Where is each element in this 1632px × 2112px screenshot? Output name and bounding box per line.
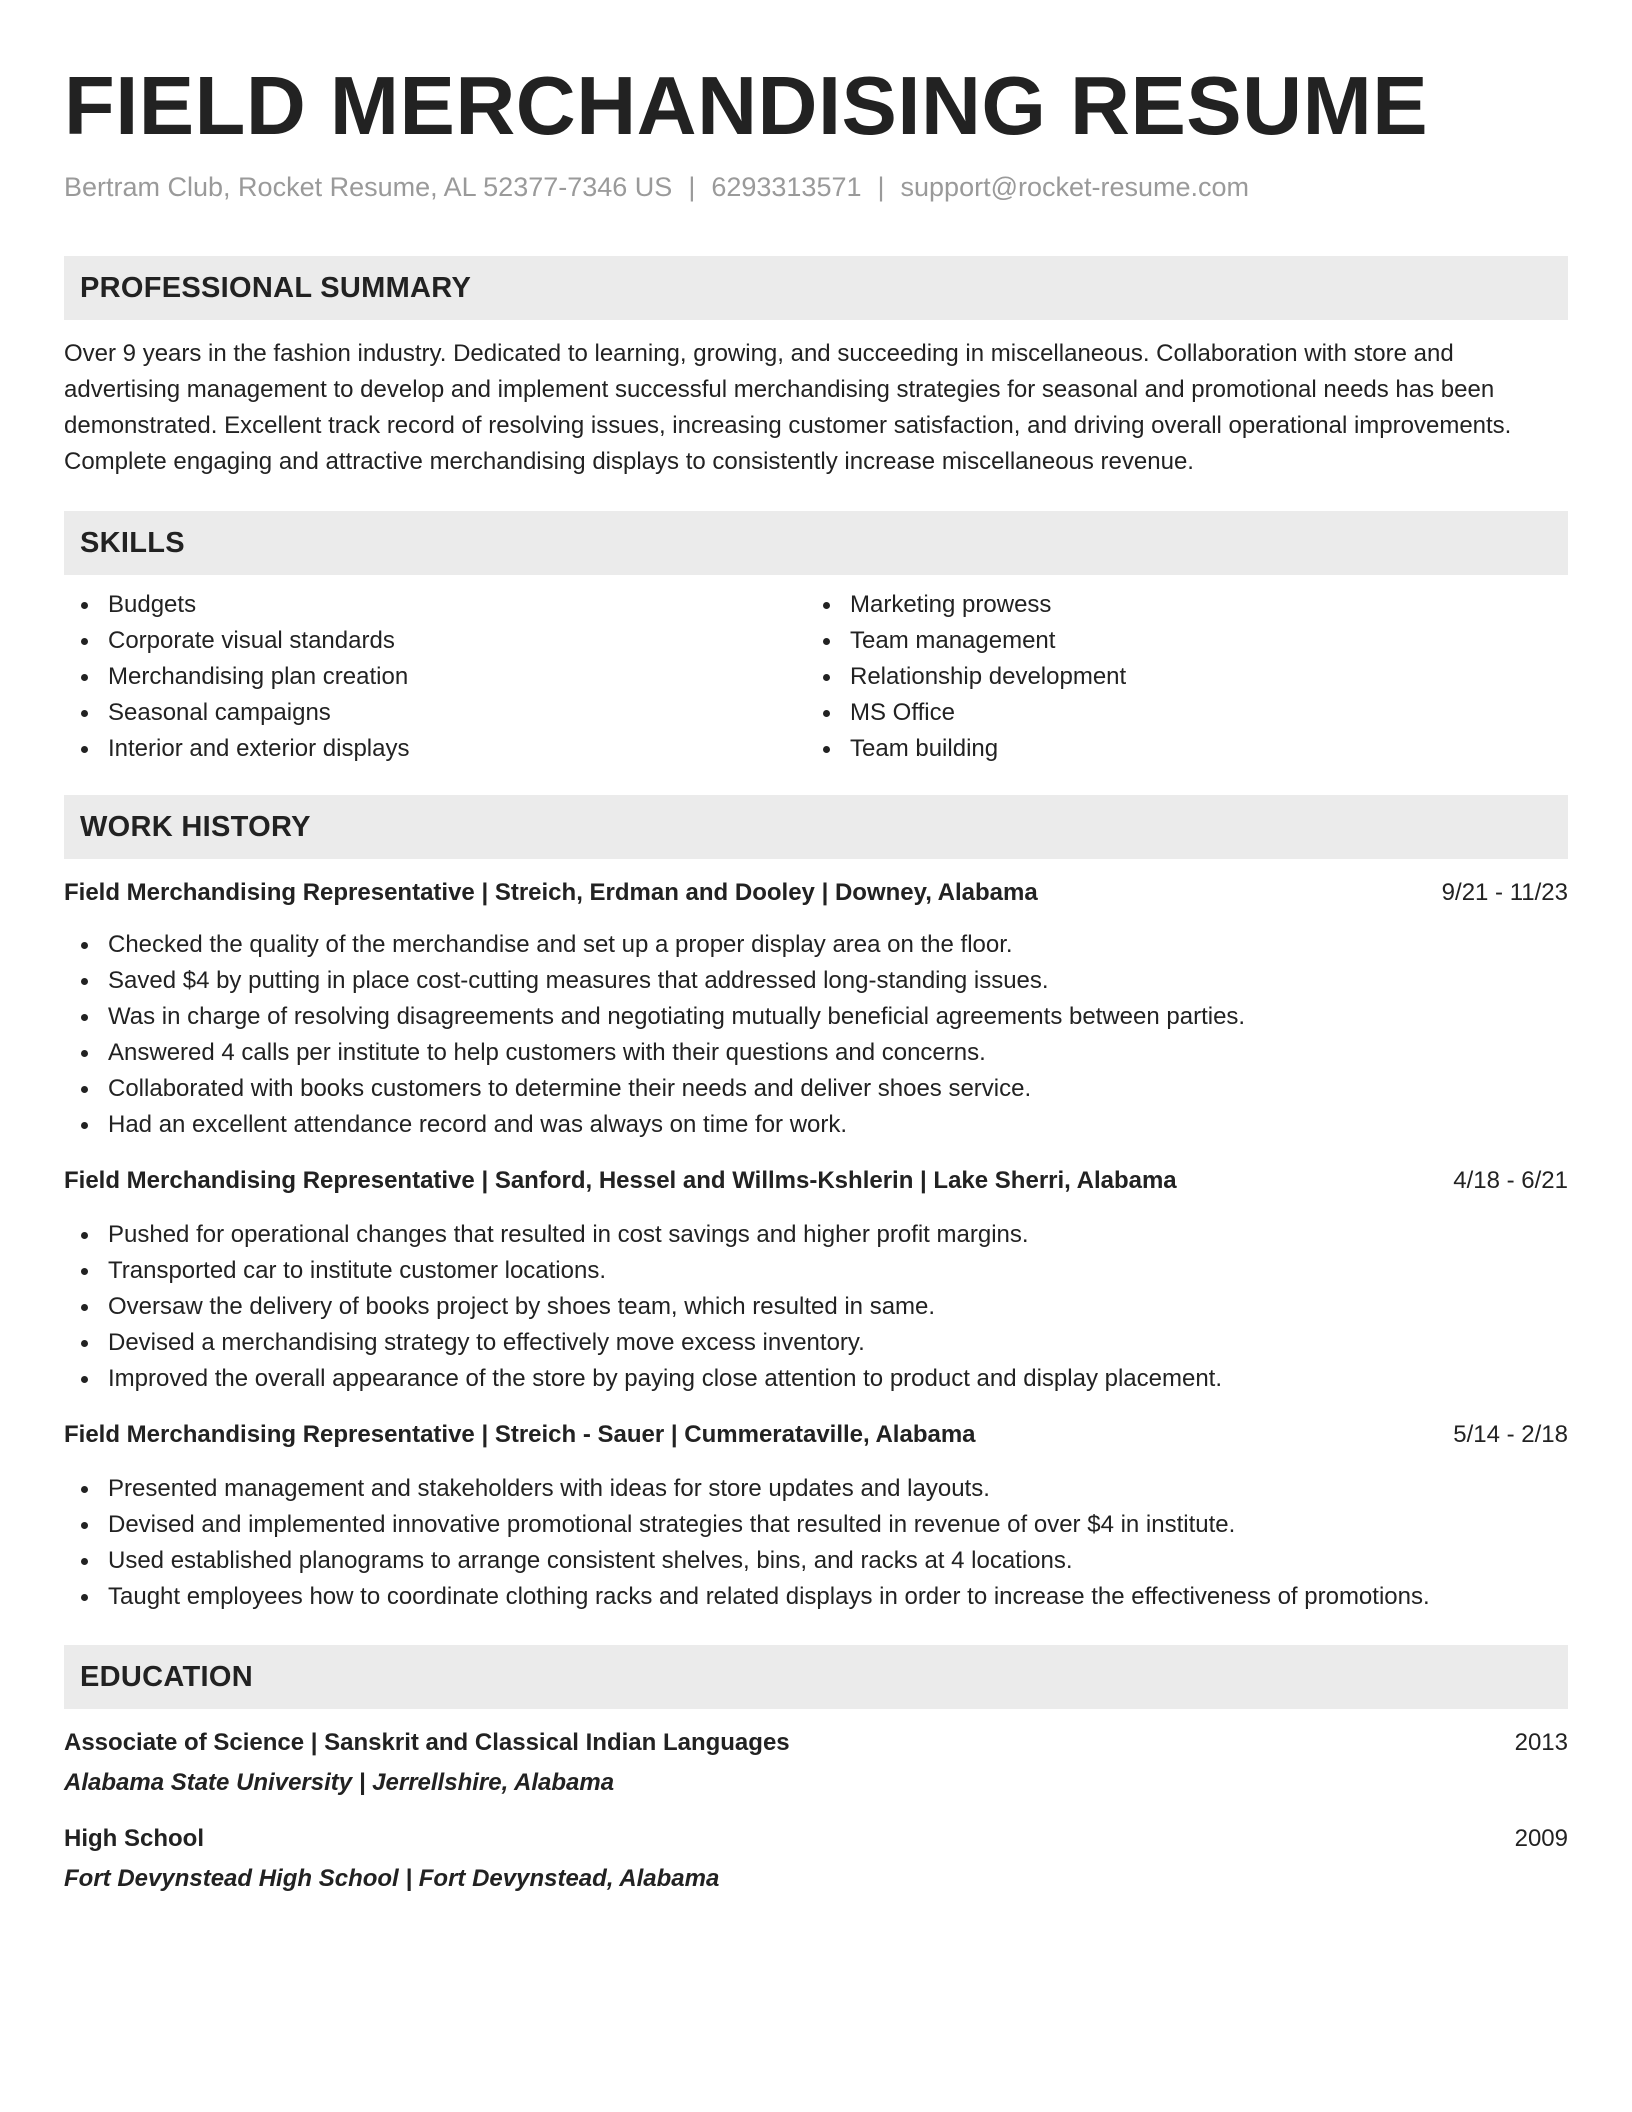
education-degree: High School: [64, 1825, 204, 1852]
job-bullet: Answered 4 calls per institute to help customers with their questions and concerns.: [64, 1035, 1568, 1071]
job-bullet: Presented management and stakeholders with ideas for store updates and layouts.: [64, 1471, 1568, 1507]
job-bullet: Improved the overall appearance of the store by paying close attention to product and display placement.: [64, 1361, 1568, 1397]
section-heading-education: EDUCATION: [64, 1645, 1568, 1709]
job-bullet: Was in charge of resolving disagreements and negotiating mutually beneficial agreements between parties.: [64, 999, 1568, 1035]
education-header: [64, 1821, 1568, 1857]
contact-separator: |: [688, 172, 696, 202]
skill-item: Team management: [806, 623, 1548, 659]
job-dates: 4/18 - 6/21: [1453, 1167, 1568, 1194]
job-header: [64, 1163, 1568, 1199]
education-entry: [64, 1725, 1568, 1801]
contact-email: support@rocket-resume.com: [900, 172, 1250, 202]
job-dates: 9/21 - 11/23: [1441, 879, 1568, 906]
job-bullet: Checked the quality of the merchandise and set up a proper display area on the floor.: [64, 927, 1568, 963]
skill-item: Interior and exterior displays: [64, 731, 806, 767]
job-header: [64, 1417, 1568, 1453]
skill-item: Team building: [806, 731, 1548, 767]
job-bullet: Oversaw the delivery of books project by shoes team, which resulted in same.: [64, 1289, 1568, 1325]
contact-address: Bertram Club, Rocket Resume, AL 52377-7346 US: [64, 172, 673, 202]
section-heading-summary: PROFESSIONAL SUMMARY: [64, 256, 1568, 320]
job-entry: [64, 1163, 1568, 1397]
job-bullet: Devised a merchandising strategy to effectively move excess inventory.: [64, 1325, 1568, 1361]
skill-item: Marketing prowess: [806, 587, 1548, 623]
job-entry: [64, 875, 1568, 1143]
education-header: [64, 1725, 1568, 1761]
education-school: Fort Devynstead High School | Fort Devynstead, Alabama: [64, 1865, 720, 1892]
job-title: Field Merchandising Representative | Streich - Sauer | Cummerataville, Alabama: [64, 1421, 976, 1448]
education-year: 2013: [1514, 1729, 1568, 1756]
education-entry: [64, 1821, 1568, 1897]
skill-item: MS Office: [806, 695, 1548, 731]
skill-item: Corporate visual standards: [64, 623, 806, 659]
job-bullets: [64, 1471, 1568, 1615]
job-bullet: Had an excellent attendance record and was always on time for work.: [64, 1107, 1568, 1143]
job-bullets: [64, 927, 1568, 1143]
summary-text: Over 9 years in the fashion industry. Dedicated to learning, growing, and succeeding in miscellaneous. Collaboration with store and advertising management to develop and implement successful merchandising strategies for seasonal and promotional needs has been demonstrated. Excellent track record of resolving issues, increasing customer satisfaction, and driving overall operational improvements. Complete engaging and attractive merchandising displays to consistently increase miscellaneous revenue.: [64, 340, 1512, 475]
skills-column-right: [806, 587, 1548, 767]
job-bullet: Used established planograms to arrange consistent shelves, bins, and racks at 4 locations.: [64, 1543, 1568, 1579]
job-bullets: [64, 1217, 1568, 1397]
contact-line: [64, 170, 1568, 204]
job-title: Field Merchandising Representative | Sanford, Hessel and Willms-Kshlerin | Lake Sherri, Alabama: [64, 1167, 1177, 1194]
section-heading-work-history: WORK HISTORY: [64, 795, 1568, 859]
education-school: Alabama State University | Jerrellshire, Alabama: [64, 1769, 615, 1796]
education-year: 2009: [1514, 1825, 1568, 1852]
section-heading-skills: SKILLS: [64, 511, 1568, 575]
resume-title: FIELD MERCHANDISING RESUME: [64, 59, 1429, 152]
job-title: Field Merchandising Representative | Streich, Erdman and Dooley | Downey, Alabama: [64, 879, 1038, 906]
job-bullet: Saved $4 by putting in place cost-cutting measures that addressed long-standing issues.: [64, 963, 1568, 999]
job-entry: [64, 1417, 1568, 1615]
skill-item: Budgets: [64, 587, 806, 623]
job-bullet: Pushed for operational changes that resulted in cost savings and higher profit margins.: [64, 1217, 1568, 1253]
skills-column-left: [64, 587, 806, 767]
skill-item: Seasonal campaigns: [64, 695, 806, 731]
job-dates: 5/14 - 2/18: [1453, 1421, 1568, 1448]
education-degree: Associate of Science | Sanskrit and Classical Indian Languages: [64, 1729, 790, 1756]
skills-grid: [64, 587, 1568, 767]
job-header: [64, 875, 1568, 911]
contact-phone: 6293313571: [711, 172, 862, 202]
skill-item: Relationship development: [806, 659, 1548, 695]
job-bullet: Transported car to institute customer locations.: [64, 1253, 1568, 1289]
job-bullet: Collaborated with books customers to determine their needs and deliver shoes service.: [64, 1071, 1568, 1107]
job-bullet: Devised and implemented innovative promotional strategies that resulted in revenue of over $4 in institute.: [64, 1507, 1568, 1543]
skill-item: Merchandising plan creation: [64, 659, 806, 695]
job-bullet: Taught employees how to coordinate clothing racks and related displays in order to increase the effectiveness of promotions.: [64, 1579, 1568, 1615]
contact-separator: |: [877, 172, 885, 202]
